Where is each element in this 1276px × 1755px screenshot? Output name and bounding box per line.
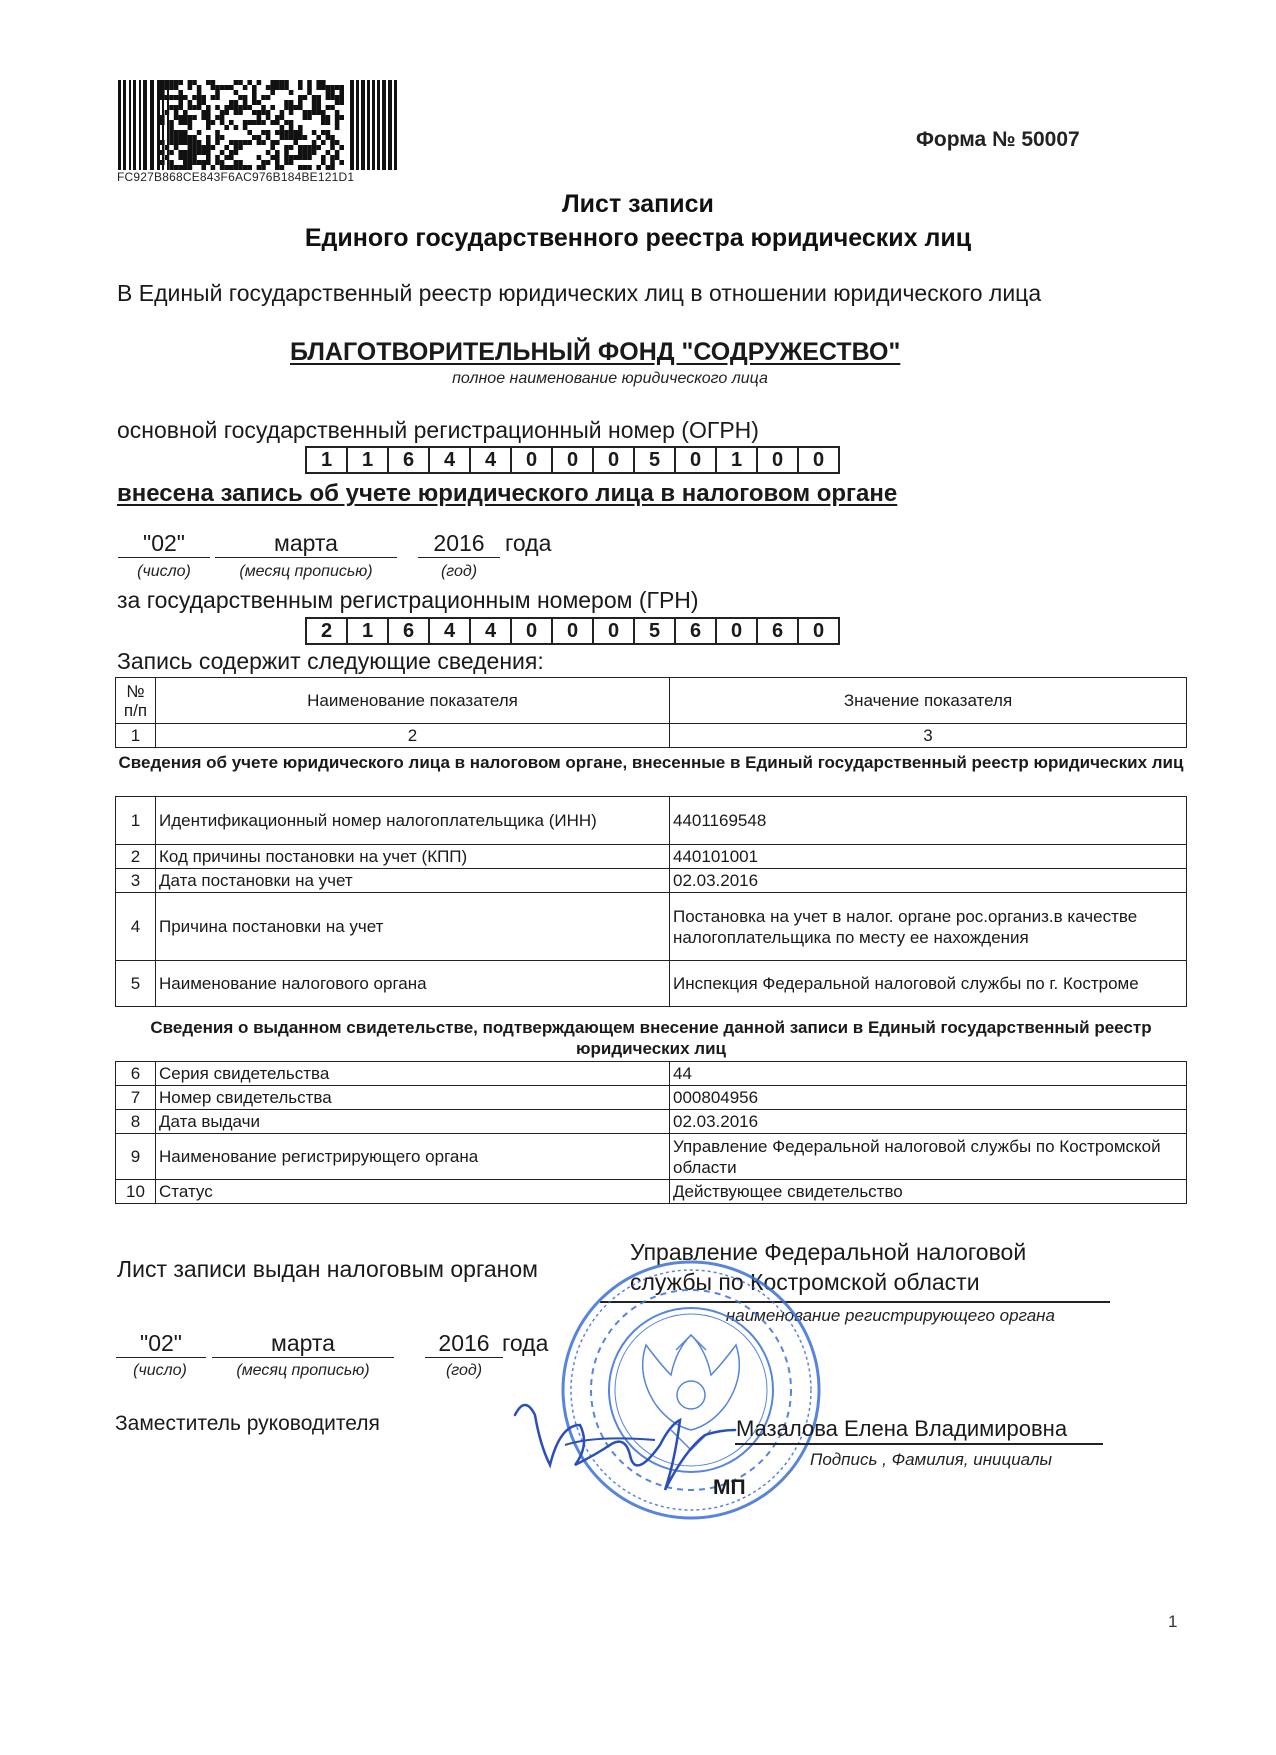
form-number: Форма № 50007	[916, 128, 1080, 151]
header-index-1: 1	[116, 724, 156, 748]
table-row	[116, 893, 1187, 961]
entry-date-month: марта	[215, 530, 397, 558]
entry-date-year-caption: (год)	[440, 563, 478, 580]
row-indicator-name: Серия свидетельства	[156, 1062, 670, 1086]
entry-date-month-caption: (месяц прописью)	[239, 563, 373, 580]
row-indicator-value: Постановка на учет в налог. органе рос.организ.в качестве налогоплательщика по месту ее нахождения	[670, 893, 1187, 961]
issuer-caption: наименование регистрирующего органа	[725, 1306, 1055, 1325]
section-tax-registration-title: Сведения об учете юридического лица в налоговом органе, внесенные в Единый государственный реестр юридических лиц	[118, 753, 1184, 772]
table-row	[116, 797, 1187, 845]
stamp-place-label: МП	[713, 1476, 746, 1499]
grn-digit: 0	[594, 617, 635, 645]
ogrn-digit: 6	[389, 446, 430, 474]
entry-date-day: "02"	[118, 530, 210, 558]
ogrn-digit: 5	[635, 446, 676, 474]
certificate-table	[115, 1061, 1187, 1204]
row-number: 4	[116, 893, 156, 961]
ogrn-digit-boxes	[305, 446, 840, 474]
page-number: 1	[1168, 1612, 1178, 1631]
table-row	[116, 1086, 1187, 1110]
ogrn-digit: 4	[471, 446, 512, 474]
row-indicator-value: 4401169548	[670, 797, 1187, 845]
table-row	[116, 961, 1187, 1007]
ogrn-digit: 1	[348, 446, 389, 474]
ogrn-digit: 0	[758, 446, 799, 474]
organization-caption: полное наименование юридического лица	[452, 370, 768, 387]
ogrn-digit: 0	[512, 446, 553, 474]
grn-digit-boxes	[305, 617, 840, 645]
row-indicator-name: Дата выдачи	[156, 1110, 670, 1134]
ogrn-digit: 0	[553, 446, 594, 474]
grn-digit: 6	[676, 617, 717, 645]
row-number: 2	[116, 845, 156, 869]
entry-date-day-caption: (число)	[137, 563, 191, 580]
grn-digit: 1	[348, 617, 389, 645]
header-col-number: № п/п	[116, 678, 156, 724]
grn-label: за государственным регистрационным номером (ГРН)	[117, 587, 699, 613]
barcode-image	[118, 80, 398, 170]
row-indicator-name: Номер свидетельства	[156, 1086, 670, 1110]
table-row	[116, 869, 1187, 893]
row-indicator-name: Код причины постановки на учет (КПП)	[156, 845, 670, 869]
tax-registration-table	[115, 796, 1187, 1007]
grn-digit: 0	[717, 617, 758, 645]
ogrn-digit: 0	[799, 446, 840, 474]
intro-text: В Единый государственный реестр юридических лиц в отношении юридического лица	[117, 280, 1042, 306]
ogrn-digit: 1	[307, 446, 348, 474]
grn-digit: 6	[758, 617, 799, 645]
row-number: 5	[116, 961, 156, 1007]
header-index-3: 3	[670, 724, 1187, 748]
grn-digit: 4	[471, 617, 512, 645]
row-number: 6	[116, 1062, 156, 1086]
document-title: Лист записи	[562, 190, 714, 218]
table-header	[115, 677, 1187, 748]
signer-position: Заместитель руководителя	[115, 1412, 380, 1435]
grn-digit: 6	[389, 617, 430, 645]
row-number: 1	[116, 797, 156, 845]
signer-caption: Подпись , Фамилия, инициалы	[810, 1450, 1053, 1469]
grn-digit: 0	[512, 617, 553, 645]
ogrn-label: основной государственный регистрационный номер (ОГРН)	[117, 417, 759, 443]
grn-digit: 0	[553, 617, 594, 645]
header-col-value: Значение показателя	[670, 678, 1187, 724]
signer-underline	[735, 1443, 1103, 1445]
row-indicator-value: 44	[670, 1062, 1187, 1086]
issued-by-label: Лист записи выдан налоговым органом	[117, 1256, 538, 1282]
row-indicator-name: Статус	[156, 1180, 670, 1204]
table-row	[116, 1134, 1187, 1180]
issue-date-month-caption: (месяц прописью)	[236, 1362, 370, 1379]
row-indicator-value: 440101001	[670, 845, 1187, 869]
row-indicator-value: 000804956	[670, 1086, 1187, 1110]
entry-title: внесена запись об учете юридического лица в налоговом органе	[117, 480, 898, 507]
header-index-2: 2	[156, 724, 670, 748]
ogrn-digit: 0	[676, 446, 717, 474]
table-row	[116, 1062, 1187, 1086]
issue-date-month: марта	[212, 1330, 394, 1358]
ogrn-digit: 1	[717, 446, 758, 474]
grn-digit: 0	[799, 617, 840, 645]
table-row	[116, 1110, 1187, 1134]
table-row	[116, 845, 1187, 869]
row-indicator-value: Инспекция Федеральной налоговой службы по г. Костроме	[670, 961, 1187, 1007]
row-indicator-value: 02.03.2016	[670, 1110, 1187, 1134]
row-indicator-value: Управление Федеральной налоговой службы по Костромской области	[670, 1134, 1187, 1180]
row-number: 7	[116, 1086, 156, 1110]
issue-date-day-caption: (число)	[133, 1362, 187, 1379]
contains-label: Запись содержит следующие сведения:	[117, 648, 544, 674]
issue-date-year-caption: (год)	[445, 1362, 483, 1379]
row-indicator-name: Причина постановки на учет	[156, 893, 670, 961]
entry-date-suffix: года	[505, 530, 552, 556]
issue-date-day: "02"	[116, 1330, 206, 1358]
row-number: 8	[116, 1110, 156, 1134]
header-col-name: Наименование показателя	[156, 678, 670, 724]
signer-name: Мазалова Елена Владимировна	[736, 1416, 1068, 1441]
grn-digit: 4	[430, 617, 471, 645]
table-row	[116, 1180, 1187, 1204]
row-indicator-name: Наименование налогового органа	[156, 961, 670, 1007]
row-number: 3	[116, 869, 156, 893]
document-subtitle: Единого государственного реестра юридических лиц	[304, 224, 972, 252]
entry-date-year: 2016	[418, 530, 500, 558]
ogrn-digit: 4	[430, 446, 471, 474]
row-indicator-name: Идентификационный номер налогоплательщика (ИНН)	[156, 797, 670, 845]
grn-digit: 5	[635, 617, 676, 645]
row-indicator-value: Действующее свидетельство	[670, 1180, 1187, 1204]
issue-date-suffix: года	[502, 1330, 549, 1356]
issue-date-year: 2016	[425, 1330, 503, 1358]
ogrn-digit: 0	[594, 446, 635, 474]
row-number: 9	[116, 1134, 156, 1180]
row-number: 10	[116, 1180, 156, 1204]
barcode-code: FC927B868CE843F6AC976B184BE121D1	[117, 170, 355, 184]
row-indicator-name: Наименование регистрирующего органа	[156, 1134, 670, 1180]
issuer-name: Управление Федеральной налоговой службы по Костромской области	[630, 1239, 1027, 1295]
row-indicator-name: Дата постановки на учет	[156, 869, 670, 893]
grn-digit: 2	[307, 617, 348, 645]
row-indicator-value: 02.03.2016	[670, 869, 1187, 893]
organization-name: БЛАГОТВОРИТЕЛЬНЫЙ ФОНД "СОДРУЖЕСТВО"	[290, 338, 901, 366]
section-certificate-title: Сведения о выданном свидетельстве, подтверждающем внесение данной записи в Единый государственный реестр юридических лиц	[150, 1018, 1152, 1058]
